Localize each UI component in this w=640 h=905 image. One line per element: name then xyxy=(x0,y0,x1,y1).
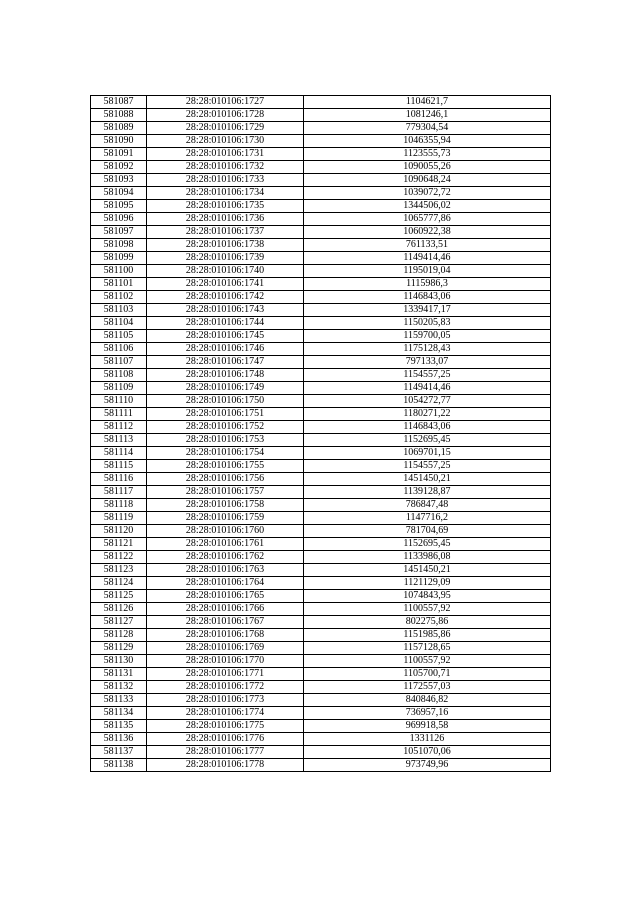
row-number-cell: 581100 xyxy=(91,265,147,278)
row-number-cell: 581132 xyxy=(91,681,147,694)
cadastral-number-cell: 28:28:010106:1757 xyxy=(147,486,304,499)
table-row xyxy=(91,447,551,460)
table-row xyxy=(91,590,551,603)
row-number-cell: 581123 xyxy=(91,564,147,577)
row-number-cell: 581087 xyxy=(91,96,147,109)
cadastral-number-cell: 28:28:010106:1776 xyxy=(147,733,304,746)
row-number-cell: 581138 xyxy=(91,759,147,772)
value-cell: 761133,51 xyxy=(304,239,551,252)
cadastral-number-cell: 28:28:010106:1771 xyxy=(147,668,304,681)
table-row xyxy=(91,122,551,135)
cadastral-number-cell: 28:28:010106:1739 xyxy=(147,252,304,265)
value-cell: 1344506,02 xyxy=(304,200,551,213)
table-row xyxy=(91,265,551,278)
table-row xyxy=(91,720,551,733)
row-number-cell: 581107 xyxy=(91,356,147,369)
table-row xyxy=(91,109,551,122)
row-number-cell: 581092 xyxy=(91,161,147,174)
table-row xyxy=(91,551,551,564)
cadastral-number-cell: 28:28:010106:1734 xyxy=(147,187,304,200)
row-number-cell: 581103 xyxy=(91,304,147,317)
cadastral-number-cell: 28:28:010106:1758 xyxy=(147,499,304,512)
cadastral-number-cell: 28:28:010106:1756 xyxy=(147,473,304,486)
row-number-cell: 581105 xyxy=(91,330,147,343)
cadastral-number-cell: 28:28:010106:1728 xyxy=(147,109,304,122)
table-row xyxy=(91,96,551,109)
table-row xyxy=(91,629,551,642)
table-row xyxy=(91,278,551,291)
value-cell: 797133,07 xyxy=(304,356,551,369)
table-row xyxy=(91,668,551,681)
value-cell: 786847,48 xyxy=(304,499,551,512)
row-number-cell: 581129 xyxy=(91,642,147,655)
value-cell: 736957,16 xyxy=(304,707,551,720)
value-cell: 840846,82 xyxy=(304,694,551,707)
row-number-cell: 581101 xyxy=(91,278,147,291)
table-row xyxy=(91,512,551,525)
table-row xyxy=(91,343,551,356)
row-number-cell: 581096 xyxy=(91,213,147,226)
value-cell: 1105700,71 xyxy=(304,668,551,681)
value-cell: 1065777,86 xyxy=(304,213,551,226)
value-cell: 1104621,7 xyxy=(304,96,551,109)
table-row xyxy=(91,408,551,421)
row-number-cell: 581109 xyxy=(91,382,147,395)
value-cell: 1100557,92 xyxy=(304,603,551,616)
cadastral-number-cell: 28:28:010106:1774 xyxy=(147,707,304,720)
cadastral-number-cell: 28:28:010106:1750 xyxy=(147,395,304,408)
cadastral-number-cell: 28:28:010106:1754 xyxy=(147,447,304,460)
value-cell: 1060922,38 xyxy=(304,226,551,239)
table-row xyxy=(91,577,551,590)
row-number-cell: 581135 xyxy=(91,720,147,733)
value-cell: 1074843,95 xyxy=(304,590,551,603)
row-number-cell: 581127 xyxy=(91,616,147,629)
row-number-cell: 581111 xyxy=(91,408,147,421)
cadastral-number-cell: 28:28:010106:1763 xyxy=(147,564,304,577)
value-cell: 1159700,05 xyxy=(304,330,551,343)
cadastral-number-cell: 28:28:010106:1730 xyxy=(147,135,304,148)
cadastral-number-cell: 28:28:010106:1764 xyxy=(147,577,304,590)
table-row xyxy=(91,200,551,213)
value-cell: 1121129,09 xyxy=(304,577,551,590)
row-number-cell: 581113 xyxy=(91,434,147,447)
cadastral-number-cell: 28:28:010106:1751 xyxy=(147,408,304,421)
cadastral-number-cell: 28:28:010106:1733 xyxy=(147,174,304,187)
cadastral-number-cell: 28:28:010106:1777 xyxy=(147,746,304,759)
value-cell: 1154557,25 xyxy=(304,369,551,382)
cadastral-number-cell: 28:28:010106:1741 xyxy=(147,278,304,291)
value-cell: 1081246,1 xyxy=(304,109,551,122)
cadastral-number-cell: 28:28:010106:1770 xyxy=(147,655,304,668)
row-number-cell: 581089 xyxy=(91,122,147,135)
cadastral-number-cell: 28:28:010106:1737 xyxy=(147,226,304,239)
cadastral-number-cell: 28:28:010106:1766 xyxy=(147,603,304,616)
table-row xyxy=(91,356,551,369)
row-number-cell: 581130 xyxy=(91,655,147,668)
cadastral-number-cell: 28:28:010106:1748 xyxy=(147,369,304,382)
table-row xyxy=(91,226,551,239)
table-row xyxy=(91,538,551,551)
row-number-cell: 581134 xyxy=(91,707,147,720)
table-row xyxy=(91,681,551,694)
cadastral-number-cell: 28:28:010106:1773 xyxy=(147,694,304,707)
table-row xyxy=(91,330,551,343)
value-cell: 1195019,04 xyxy=(304,265,551,278)
table-row xyxy=(91,564,551,577)
row-number-cell: 581137 xyxy=(91,746,147,759)
row-number-cell: 581095 xyxy=(91,200,147,213)
row-number-cell: 581136 xyxy=(91,733,147,746)
table-row xyxy=(91,382,551,395)
table-row xyxy=(91,525,551,538)
row-number-cell: 581115 xyxy=(91,460,147,473)
row-number-cell: 581124 xyxy=(91,577,147,590)
value-cell: 1180271,22 xyxy=(304,408,551,421)
value-cell: 1154557,25 xyxy=(304,460,551,473)
cadastral-value-table xyxy=(90,95,551,772)
table-row xyxy=(91,707,551,720)
cadastral-number-cell: 28:28:010106:1740 xyxy=(147,265,304,278)
value-cell: 1039072,72 xyxy=(304,187,551,200)
row-number-cell: 581112 xyxy=(91,421,147,434)
cadastral-number-cell: 28:28:010106:1775 xyxy=(147,720,304,733)
row-number-cell: 581116 xyxy=(91,473,147,486)
value-cell: 1090648,24 xyxy=(304,174,551,187)
value-cell: 973749,96 xyxy=(304,759,551,772)
row-number-cell: 581126 xyxy=(91,603,147,616)
value-cell: 1090055,26 xyxy=(304,161,551,174)
table-row xyxy=(91,473,551,486)
cadastral-number-cell: 28:28:010106:1747 xyxy=(147,356,304,369)
cadastral-number-cell: 28:28:010106:1765 xyxy=(147,590,304,603)
value-cell: 1172557,03 xyxy=(304,681,551,694)
table-row xyxy=(91,655,551,668)
table-row xyxy=(91,174,551,187)
row-number-cell: 581119 xyxy=(91,512,147,525)
cadastral-number-cell: 28:28:010106:1755 xyxy=(147,460,304,473)
value-cell: 1451450,21 xyxy=(304,564,551,577)
row-number-cell: 581093 xyxy=(91,174,147,187)
table-row xyxy=(91,395,551,408)
value-cell: 1331126 xyxy=(304,733,551,746)
cadastral-number-cell: 28:28:010106:1735 xyxy=(147,200,304,213)
value-cell: 802275,86 xyxy=(304,616,551,629)
table-row xyxy=(91,187,551,200)
cadastral-number-cell: 28:28:010106:1742 xyxy=(147,291,304,304)
row-number-cell: 581102 xyxy=(91,291,147,304)
table-row xyxy=(91,369,551,382)
table-row xyxy=(91,304,551,317)
cadastral-number-cell: 28:28:010106:1759 xyxy=(147,512,304,525)
table-row xyxy=(91,161,551,174)
cadastral-number-cell: 28:28:010106:1738 xyxy=(147,239,304,252)
row-number-cell: 581125 xyxy=(91,590,147,603)
value-cell: 1147716,2 xyxy=(304,512,551,525)
table-row xyxy=(91,616,551,629)
cadastral-number-cell: 28:28:010106:1731 xyxy=(147,148,304,161)
row-number-cell: 581131 xyxy=(91,668,147,681)
table-row xyxy=(91,733,551,746)
value-cell: 779304,54 xyxy=(304,122,551,135)
table-row xyxy=(91,603,551,616)
value-cell: 1149414,46 xyxy=(304,252,551,265)
row-number-cell: 581110 xyxy=(91,395,147,408)
table-row xyxy=(91,148,551,161)
value-cell: 1175128,43 xyxy=(304,343,551,356)
row-number-cell: 581128 xyxy=(91,629,147,642)
table-row xyxy=(91,135,551,148)
cadastral-number-cell: 28:28:010106:1772 xyxy=(147,681,304,694)
row-number-cell: 581094 xyxy=(91,187,147,200)
value-cell: 1151985,86 xyxy=(304,629,551,642)
value-cell: 1149414,46 xyxy=(304,382,551,395)
value-cell: 1115986,3 xyxy=(304,278,551,291)
cadastral-number-cell: 28:28:010106:1749 xyxy=(147,382,304,395)
table-row xyxy=(91,291,551,304)
value-cell: 1069701,15 xyxy=(304,447,551,460)
value-cell: 1146843,06 xyxy=(304,421,551,434)
table-row xyxy=(91,694,551,707)
row-number-cell: 581108 xyxy=(91,369,147,382)
cadastral-number-cell: 28:28:010106:1760 xyxy=(147,525,304,538)
cadastral-number-cell: 28:28:010106:1729 xyxy=(147,122,304,135)
cadastral-number-cell: 28:28:010106:1743 xyxy=(147,304,304,317)
row-number-cell: 581091 xyxy=(91,148,147,161)
cadastral-number-cell: 28:28:010106:1762 xyxy=(147,551,304,564)
value-cell: 781704,69 xyxy=(304,525,551,538)
table-row xyxy=(91,317,551,330)
row-number-cell: 581120 xyxy=(91,525,147,538)
row-number-cell: 581133 xyxy=(91,694,147,707)
row-number-cell: 581118 xyxy=(91,499,147,512)
value-cell: 1051070,06 xyxy=(304,746,551,759)
row-number-cell: 581114 xyxy=(91,447,147,460)
row-number-cell: 581099 xyxy=(91,252,147,265)
table-row xyxy=(91,421,551,434)
cadastral-number-cell: 28:28:010106:1767 xyxy=(147,616,304,629)
table-row xyxy=(91,460,551,473)
cadastral-number-cell: 28:28:010106:1732 xyxy=(147,161,304,174)
value-cell: 1100557,92 xyxy=(304,655,551,668)
row-number-cell: 581104 xyxy=(91,317,147,330)
value-cell: 1146843,06 xyxy=(304,291,551,304)
table-row xyxy=(91,252,551,265)
table-row xyxy=(91,746,551,759)
cadastral-number-cell: 28:28:010106:1744 xyxy=(147,317,304,330)
cadastral-number-cell: 28:28:010106:1745 xyxy=(147,330,304,343)
row-number-cell: 581090 xyxy=(91,135,147,148)
table-body xyxy=(91,96,551,772)
value-cell: 1139128,87 xyxy=(304,486,551,499)
table-row xyxy=(91,759,551,772)
row-number-cell: 581121 xyxy=(91,538,147,551)
cadastral-number-cell: 28:28:010106:1778 xyxy=(147,759,304,772)
cadastral-number-cell: 28:28:010106:1746 xyxy=(147,343,304,356)
table-row xyxy=(91,434,551,447)
value-cell: 1451450,21 xyxy=(304,473,551,486)
value-cell: 969918,58 xyxy=(304,720,551,733)
table-row xyxy=(91,486,551,499)
row-number-cell: 581122 xyxy=(91,551,147,564)
row-number-cell: 581117 xyxy=(91,486,147,499)
cadastral-number-cell: 28:28:010106:1753 xyxy=(147,434,304,447)
value-cell: 1339417,17 xyxy=(304,304,551,317)
value-cell: 1152695,45 xyxy=(304,538,551,551)
value-cell: 1133986,08 xyxy=(304,551,551,564)
value-cell: 1152695,45 xyxy=(304,434,551,447)
value-cell: 1150205,83 xyxy=(304,317,551,330)
cadastral-number-cell: 28:28:010106:1752 xyxy=(147,421,304,434)
table-row xyxy=(91,239,551,252)
value-cell: 1123555,73 xyxy=(304,148,551,161)
cadastral-number-cell: 28:28:010106:1736 xyxy=(147,213,304,226)
row-number-cell: 581098 xyxy=(91,239,147,252)
cadastral-number-cell: 28:28:010106:1768 xyxy=(147,629,304,642)
cadastral-number-cell: 28:28:010106:1727 xyxy=(147,96,304,109)
table-row xyxy=(91,642,551,655)
row-number-cell: 581088 xyxy=(91,109,147,122)
row-number-cell: 581097 xyxy=(91,226,147,239)
value-cell: 1157128,65 xyxy=(304,642,551,655)
cadastral-number-cell: 28:28:010106:1769 xyxy=(147,642,304,655)
cadastral-number-cell: 28:28:010106:1761 xyxy=(147,538,304,551)
table-row xyxy=(91,499,551,512)
value-cell: 1054272,77 xyxy=(304,395,551,408)
value-cell: 1046355,94 xyxy=(304,135,551,148)
table-row xyxy=(91,213,551,226)
row-number-cell: 581106 xyxy=(91,343,147,356)
